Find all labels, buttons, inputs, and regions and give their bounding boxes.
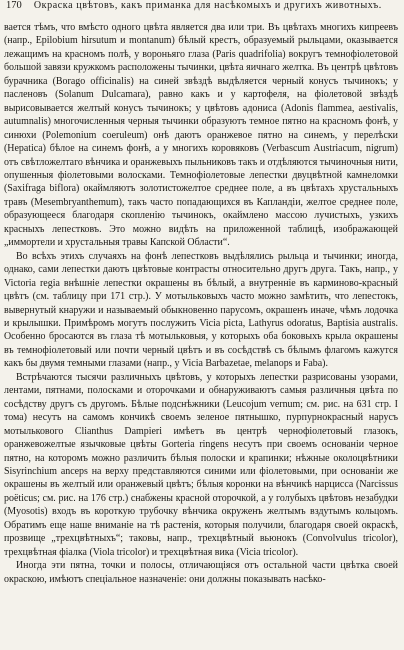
- body-text: [4, 21, 398, 586]
- paragraph: Во всѣхъ этихъ случаяхъ на фонѣ лепестковъ выдѣлялись рыльца и тычинки; иногда, однако, сами лепестки даютъ цвѣтовые контрасты относительно другъ друга. Такъ, напр., у Victoria regia внѣшніе лепестки окрашены въ бѣлый, а внутренніе въ карминово-красный цвѣтъ (см. таблицу при 171 стр.). У мотыльковыхъ часто можно замѣтить, что лепестокъ, вывернутый кнаружи и называемый обыкновенно парусомъ, окрашенъ иначе, чѣмъ лодочка и крылышки. Примѣромъ могутъ послужить Vicia picta, Lathyrus odoratus, Baptisia australis. Особенно бросаются въ глаза тѣ мотыльковыя, у которыхъ оба боковыхъ крыла окрашены въ темнофіолетовый или почти черный цвѣтъ и въ сосѣдствѣ съ бѣлымъ флагомъ кажутся какъ бы двумя темными глазами (напр., у Vicia Barbazetae, melanops и Faba).: [4, 250, 398, 370]
- paragraph: Иногда эти пятна, точки и полосы, отличающіяся отъ остальной части цвѣтка своей окраскою, имѣютъ спеціальное назначеніе: они должны показывать насѣко-: [4, 560, 398, 585]
- paragraph: вается тѣмъ, что вмѣсто одного цвѣта является два или три. Въ цвѣтахъ многихъ кипреевъ (напр., Epilobium hirsutum и montanum) бѣлый крестъ, образуемый рыльцами, оказывается лежащимъ на красномъ полѣ, у вороньяго глаза (Paris quadrifolia) вокругъ темнофіолетовой большой завязи кружкомъ расположены тычинки, цвѣта яичнаго желтка. Въ центрѣ цвѣтовъ бурачника (Borago officinalis) на синей звѣздѣ выдѣляется черный конусъ тычинокъ; у пасленовъ (Solanum Dulcamara), равно какъ и у картофеля, на фіолетовой звѣздѣ вырисовывается желтый конусъ тычинокъ; у цвѣтовъ адониса (Adonis flammea, aestivalis, autumnalis) многочисленныя черныя тычинки образуютъ темное пятно на красномъ фонѣ, у синюхи (Polemonium coeruleum) онѣ даютъ оранжевое пятно на синемъ, у перелѣски (Hepatica) бѣлое на синемъ фонѣ, а у многихъ коровяковъ (Verbascum Austriacum, nigrum) отъ свѣтложелтаго вѣнчика и оранжевыхъ пыльниковъ такъ и отдѣляются тычиночныя нити, опушенныя фіолетовыми волосками. Темнофіолетовые лепестки двуцвѣтной камнеломки (Saxifraga biflora) окаймляютъ золотистожелтое среднее поле, а въ цвѣтахъ хрустальныхъ травъ (Mesembryanthemum), такъ часто попадающихся въ Капландіи, желтое среднее поле, образующееся благодаря скопленію тычинокъ, окаймлено массою лучистыхъ, узкихъ красныхъ лепестковъ. Это можно видѣть на приложенной таблицѣ, изображающей „иммортели и хрустальныя травы Капской Области“.: [4, 22, 398, 249]
- paragraph: Встрѣчаются тысячи различныхъ цвѣтовъ, у которыхъ лепестки разрисованы узорами, лентами, пятнами, полосками и оторочками и обнаруживаютъ самыя различныя цвѣта по сосѣдству другъ съ другомъ. Бѣлые подснѣжники (Leucojum vernum; см. рис. на 631 стр. I тома) несутъ на самомъ кончикѣ своемъ зеленое пятнышко, пурпурнокрасный нарусъ мотылькового Clianthus Dampieri имѣетъ въ центрѣ чернофіолетовый глазокъ, оранжевожелтые язычковые цвѣты Gorteria ringens несутъ при своемъ основаніи черное пятно, на которомъ можно различить бѣлыя полоски и крапинки; нѣжные околоцвѣтники Sisyrinchium anceps на верху представляются синими или фіолетовыми, при основаніи же окрашены въ желтый или оранжевый цвѣтъ; бѣлыя коронки на вѣнчикѣ нарцисса (Narcissus poëticus; см. рис. на 176 стр.) снабжены красной оторочкой, а у голубыхъ цвѣтовъ незабудки (Myosotis) входъ въ короткую трубочку вѣнчика окруженъ желтымъ вздутымъ кольцомъ. Обратимъ еще наше вниманіе на тѣ растенія, которыя получили, благодаря своей окраскѣ, прозвище „трехцвѣтныхъ“; таковы, напр., трехцвѣтный вьюнокъ (Convolvulus tricolor), трехцвѣтная фіалка (Viola tricolor) и трехцвѣтная вика (Vicia tricolor).: [4, 371, 398, 558]
- page-number: 170: [6, 0, 22, 11]
- running-title: Окраска цвѣтовъ, какъ приманка для насѣкомыхъ и другихъ животныхъ.: [33, 0, 382, 11]
- page-header: [4, 0, 398, 20]
